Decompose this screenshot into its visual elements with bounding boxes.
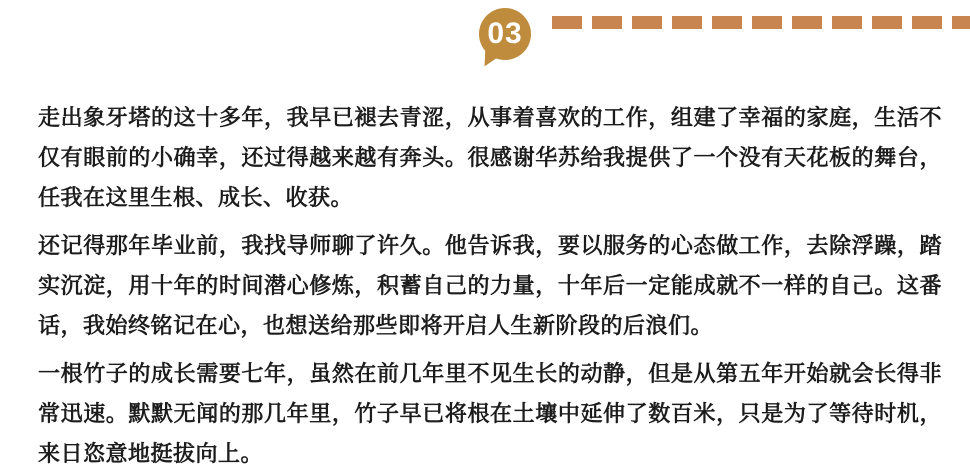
dashed-divider [552,16,970,29]
paragraph-1: 走出象牙塔的这十多年，我早已褪去青涩，从事着喜欢的工作，组建了幸福的家庭，生活不仅有眼前的小确幸，还过得越来越有奔头。很感谢华苏给我提供了一个没有天花板的舞台，任我在这里生根、成长、收获。 [38,105,942,210]
section-header [0,0,970,72]
paragraph-2: 还记得那年毕业前，我找导师聊了许久。他告诉我，要以服务的心态做工作，去除浮躁，踏实沉淀，用十年的时间潜心修炼，积蓄自己的力量，十年后一定能成就不一样的自己。这番话，我始终铭记在心，也想送给那些即将开启人生新阶段的后浪们。 [38,233,942,338]
paragraph-3: 一根竹子的成长需要七年，虽然在前几年里不见生长的动静，但是从第五年开始就会长得非常迅速。默默无闻的那几年里，竹子早已将根在土壤中延伸了数百米，只是为了等待时机，来日恣意地挺拔向上。 [38,361,942,466]
section-number-badge [479,8,531,60]
speech-bubble-tail-icon [478,47,502,71]
article-body [0,72,970,474]
section-number: 03 [487,17,523,50]
